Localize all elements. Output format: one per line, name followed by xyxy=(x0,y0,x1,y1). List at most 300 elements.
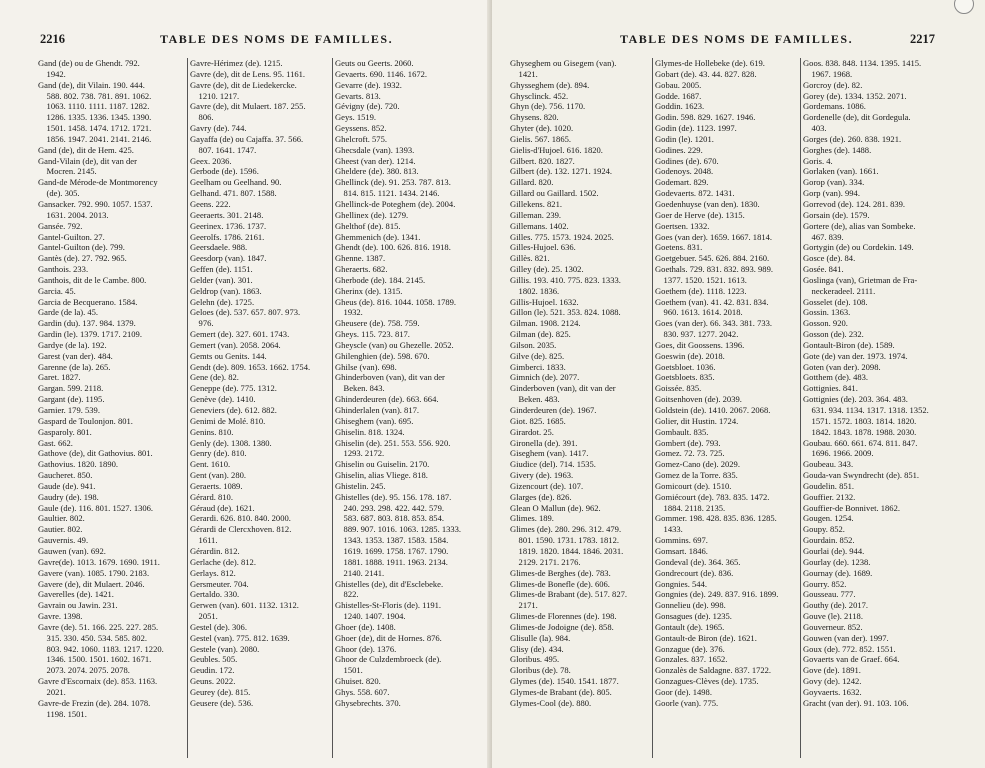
index-entry-line: Goubau. 660. 661. 674. 811. 847. xyxy=(803,437,918,448)
index-entry-line: Gorop (van). 334. xyxy=(803,177,865,188)
index-entry-line: Godevaerts. 872. 1431. xyxy=(655,188,735,199)
index-entry-line: Gizencourt (de). 107. xyxy=(510,480,584,491)
index-entry-line: 1967. 1968. xyxy=(803,68,853,79)
index-entry-line: Gousseau. 777. xyxy=(803,589,856,600)
index-entry-line: Glymes-de Hollebeke (de). 619. xyxy=(655,58,765,68)
index-entry-line: Geudin. 172. xyxy=(190,665,235,676)
index-entry-line: Ghilse (van). 698. xyxy=(335,361,397,372)
index-entry-line: Gestel (de). 306. xyxy=(190,621,247,632)
index-entry-line: Gemert (van). 2058. 2064. xyxy=(190,339,281,350)
left-running-head-wrap xyxy=(160,32,393,47)
index-entry-line: 2171. xyxy=(510,600,538,611)
index-entry-line: 403. xyxy=(803,123,827,134)
index-entry-line: Gene (de). 82. xyxy=(190,372,239,383)
index-entry-line: Gardin (le). 1379. 1717. 2109. xyxy=(38,329,142,340)
index-entry-line: Garcia de Becquerano. 1584. xyxy=(38,296,138,307)
index-entry-line: 1819. 1820. 1844. 1846. 2031. xyxy=(510,545,624,556)
index-entry-line: Goeswin (de). 2018. xyxy=(655,350,725,361)
index-entry-line: Gerlache (de). 812. xyxy=(190,556,256,567)
index-entry-line: 1377. 1520. 1521. 1613. xyxy=(655,274,747,285)
index-entry-line: Ganthois, dit de le Cambe. 800. xyxy=(38,274,147,285)
index-entry-line: Giseghem (van). 1417. xyxy=(510,448,589,459)
index-entry-line: Gayaffa (de) ou Cajaffa. 37. 566. xyxy=(190,133,304,144)
index-entry-line: Ghenne. 1387. xyxy=(335,253,386,264)
index-entry-line: Gemert (de). 327. 601. 1743. xyxy=(190,329,290,340)
index-entry-line: Gouthy (de). 2017. xyxy=(803,600,869,611)
right-page xyxy=(492,0,985,768)
index-entry-line: 1611. xyxy=(190,535,218,546)
index-entry-line: Ghiselin ou Guiselin. 2170. xyxy=(335,459,430,470)
index-entry-line: Gavre-Hérimez (de). 1215. xyxy=(190,58,283,68)
index-entry-line: Gordenelle (de), dit Gordegula. xyxy=(803,112,911,123)
index-entry-line: (de). 305. xyxy=(38,188,80,199)
index-entry-line: Gilson. 2035. xyxy=(510,339,557,350)
index-entry-line: Genry (de). 810. xyxy=(190,448,247,459)
index-entry-line: Ghistelin. 245. xyxy=(335,480,386,491)
index-entry-line: Goertsen. 1332. xyxy=(655,220,710,231)
index-entry-line: Geys. 1519. xyxy=(335,112,377,123)
index-entry-line: Gherinx (de). 1315. xyxy=(335,285,403,296)
index-entry-line: Gottignies (de). 203. 364. 483. xyxy=(803,394,908,405)
index-entry-line: Goslinga (van), Grietman de Fra- xyxy=(803,274,918,285)
index-entry-line: Garest (van der). 484. xyxy=(38,350,113,361)
index-entry-line: Garenne (de la). 265. xyxy=(38,361,111,372)
index-entry-line: Govy (de). 1242. xyxy=(803,676,862,687)
index-entry-line: Ganthois. 233. xyxy=(38,264,89,275)
index-entry-line: Gouffier. 2132. xyxy=(803,491,856,502)
index-entry-line: Ghistelles (de). 95. 156. 178. 187. xyxy=(335,491,452,502)
index-entry-line: Gaverelles (de). 1421. xyxy=(38,589,114,600)
index-entry-line: Gérardi de Clercxhoven. 812. xyxy=(190,524,292,535)
index-entry-line: Geuns. 2022. xyxy=(190,676,236,687)
index-entry-line: Gillard. 820. xyxy=(510,177,554,188)
index-entry-line: Gilles. 775. 1573. 1924. 2025. xyxy=(510,231,614,242)
index-entry-line: Gerlays. 812. xyxy=(190,567,236,578)
index-entry-line: Garnier. 179. 539. xyxy=(38,405,100,415)
index-entry-line: Gouffier-de Bonnivet. 1862. xyxy=(803,502,900,513)
index-entry-line: Géraud (de). 1621. xyxy=(190,502,255,513)
index-entry-line: 588. 802. 738. 781. 891. 1062. xyxy=(38,90,152,101)
index-entry-line: Gourlay (de). 1238. xyxy=(803,556,871,567)
index-entry-line: Gargan. 599. 2118. xyxy=(38,383,104,394)
left-column-2 xyxy=(190,58,330,709)
index-entry-line: 1881. 1888. 1911. 1963. 2134. xyxy=(335,556,448,567)
index-entry-line: Gomsart. 1846. xyxy=(655,545,708,556)
index-entry-line: Ghoer (de), dit de Hornes. 876. xyxy=(335,632,442,643)
index-entry-line: 1293. 2172. xyxy=(335,448,385,459)
index-entry-line: Gauwen (van). 692. xyxy=(38,545,106,556)
index-entry-line: Gaudry (de). 198. xyxy=(38,491,99,502)
left-running-head: TABLE DES NOMS DE FAMILLES. xyxy=(160,32,394,46)
index-entry-line: Geubles. 505. xyxy=(190,654,238,665)
index-entry-line: Genève (de). 1410. xyxy=(190,394,256,405)
index-entry-line: Geerolfs. 1786. 2161. xyxy=(190,231,265,242)
index-entry-line: Gillès. 821. xyxy=(510,253,550,264)
index-entry-line: Gand (de), dit de Hem. 425. xyxy=(38,144,134,155)
index-entry-line: 583. 687. 803. 818. 853. 854. xyxy=(335,513,444,524)
index-entry-line: Gorcroy (de). 82. xyxy=(803,79,863,90)
index-entry-line: 801. 1590. 1731. 1783. 1812. xyxy=(510,535,619,546)
index-entry-line: Ghysebrechts. 370. xyxy=(335,697,401,708)
index-entry-line: Goes (van der). 1659. 1667. 1814. xyxy=(655,231,773,242)
index-entry-line: Geyssens. 852. xyxy=(335,123,387,134)
index-entry-line: Godines (de). 670. xyxy=(655,155,719,166)
index-entry-line: Gossin. 1363. xyxy=(803,307,851,318)
index-entry-line: 631. 934. 1134. 1317. 1318. 1352. xyxy=(803,405,929,415)
index-entry-line: Gaucheret. 850. xyxy=(38,470,93,481)
index-entry-line: Gilleman. 239. xyxy=(510,209,562,220)
index-entry-line: Gouve (le). 2118. xyxy=(803,611,863,622)
index-entry-line: Gournay (de). 1689. xyxy=(803,567,873,578)
index-entry-line: 1198. 1501. xyxy=(38,708,87,719)
index-entry-line: Gougen. 1254. xyxy=(803,513,854,524)
index-entry-line: Gansée. 792. xyxy=(38,220,83,231)
index-entry-line: Goethem (van). 41. 42. 831. 834. xyxy=(655,296,769,307)
index-entry-line: Gevaerts. 690. 1146. 1672. xyxy=(335,68,428,79)
index-entry-line: Glisulle (la). 984. xyxy=(510,632,571,643)
index-entry-line: Goes, dit Goossens. 1396. xyxy=(655,339,745,350)
index-entry-line: 1063. 1110. 1111. 1187. 1282. xyxy=(38,101,150,112)
index-entry-line: Gevarts. 813. xyxy=(335,90,381,101)
index-entry-line: Gosce (de). 84. xyxy=(803,253,856,264)
index-entry-line: Godin (le). 1201. xyxy=(655,133,714,144)
left-page-number: 2216 xyxy=(40,32,65,46)
index-entry-line: Ghyseghem ou Gisegem (van). xyxy=(510,58,617,68)
index-entry-line: Goux (de). 772. 852. 1551. xyxy=(803,643,896,654)
index-entry-line: 1856. 1947. 2041. 2141. 2146. xyxy=(38,133,152,144)
index-entry-line: Gove (de). 1891. xyxy=(803,665,861,676)
index-entry-line: Ghellinex (de). 1279. xyxy=(335,209,409,220)
index-entry-line: Gilman. 1908. 2124. xyxy=(510,318,581,329)
index-entry-line: Ghiselin, alias Vliege. 818. xyxy=(335,470,428,481)
index-entry-line: Gathovius. 1820. 1890. xyxy=(38,459,119,470)
index-entry-line: Gardye (de la). 192. xyxy=(38,339,107,350)
index-entry-line: Glimes-de Florennes (de). 198. xyxy=(510,611,617,622)
index-entry-line: Gomez de la Torre. 835. xyxy=(655,470,738,481)
index-entry-line: Gilve (de). 825. xyxy=(510,350,565,361)
index-entry-line: Gourdain. 852. xyxy=(803,535,855,546)
scan-corner-mark xyxy=(954,0,974,14)
index-entry-line: 1433. xyxy=(655,524,683,535)
index-entry-line: Geneviers (de). 612. 882. xyxy=(190,405,277,415)
index-entry-line: 1346. 1500. 1501. 1602. 1671. xyxy=(38,654,152,665)
index-entry-line: Geuts ou Geerts. 2060. xyxy=(335,58,414,68)
index-entry-line: Godin (de). 1123. 1997. xyxy=(655,123,737,134)
index-entry-line: Gontault (de). 1965. xyxy=(655,621,725,632)
right-column-3 xyxy=(803,58,963,709)
index-entry-line: 1421. xyxy=(510,68,538,79)
index-entry-line: Gaude (de). 941. xyxy=(38,480,96,491)
index-entry-line: Goetgebuer. 545. 626. 884. 2160. xyxy=(655,253,770,264)
index-entry-line: 467. 839. xyxy=(803,231,844,242)
index-entry-line: Gloribus. 495. xyxy=(510,654,560,665)
column-divider xyxy=(187,58,188,758)
index-entry-line: Gheus (de). 816. 1044. 1058. 1789. xyxy=(335,296,457,307)
index-entry-line: Gillard ou Gaillard. 1502. xyxy=(510,188,599,199)
index-entry-line: Ghilenghien (de). 598. 670. xyxy=(335,350,430,361)
index-entry-line: Geerinex. 1736. 1737. xyxy=(190,220,267,231)
index-entry-line: Gommer. 198. 428. 835. 836. 1285. xyxy=(655,513,777,524)
index-entry-line: Gondeval (de). 364. 365. xyxy=(655,556,741,567)
index-entry-line: Gillemans. 1402. xyxy=(510,220,569,231)
index-entry-line: Gorlaken (van). 1661. xyxy=(803,166,879,177)
index-entry-line: Gonzagues-Clèves (de). 1735. xyxy=(655,676,759,687)
index-entry-line: Glymes-Cool (de). 880. xyxy=(510,697,592,708)
index-entry-line: Ghiselin (de). 251. 553. 556. 920. xyxy=(335,437,451,448)
index-entry-line: Gombert (de). 793. xyxy=(655,437,721,448)
index-entry-line: Ghiselin. 818. 1324. xyxy=(335,426,405,437)
index-entry-line: Gilles-Hujoel. 636. xyxy=(510,242,576,253)
index-entry-line: 806. xyxy=(190,112,214,123)
index-entry-line: Godin. 598. 829. 1627. 1946. xyxy=(655,112,756,123)
index-entry-line: Gillis. 193. 410. 775. 823. 1333. xyxy=(510,274,621,285)
index-entry-line: Goetsbloet. 1036. xyxy=(655,361,716,372)
index-entry-line: Gavere (van). 1085. 1790. 2183. xyxy=(38,567,150,578)
index-entry-line: Goer de Herve (de). 1315. xyxy=(655,209,745,220)
index-entry-line: Goes (van der). 66. 343. 381. 733. xyxy=(655,318,773,329)
index-entry-line: Gosselet (de). 108. xyxy=(803,296,868,307)
index-entry-line: Glimes-de Jodoigne (de). 858. xyxy=(510,621,614,632)
index-entry-line: Gerbode (de). 1596. xyxy=(190,166,259,177)
index-entry-line: Ghinderlalen (van). 817. xyxy=(335,405,420,415)
index-entry-line: Goris. 4. xyxy=(803,155,833,166)
index-entry-line: 1942. xyxy=(38,68,66,79)
index-entry-line: Ghyter (de). 1020. xyxy=(510,123,574,134)
index-entry-line: Beken. 843. xyxy=(335,383,385,394)
left-column-3 xyxy=(335,58,483,709)
index-entry-line: Gomiécourt (de). 783. 835. 1472. xyxy=(655,491,770,502)
index-entry-line: 2129. 2171. 2176. xyxy=(510,556,581,567)
index-entry-line: Goorle (van). 775. xyxy=(655,697,719,708)
index-entry-line: Gomicourt (de). 1510. xyxy=(655,480,732,491)
index-entry-line: Gérardin. 812. xyxy=(190,545,240,556)
index-entry-line: Girardot. 25. xyxy=(510,426,554,437)
index-entry-line: Gertaldo. 330. xyxy=(190,589,240,600)
index-entry-line: Garde (de la). 45. xyxy=(38,307,99,318)
index-entry-line: Geesdorp (van). 1847. xyxy=(190,253,267,264)
index-entry-line: Gordemans. 1086. xyxy=(803,101,866,112)
index-entry-line: Gilbert (de). 132. 1271. 1924. xyxy=(510,166,613,177)
index-entry-line: Glimes (de). 280. 296. 312. 479. xyxy=(510,524,622,535)
index-entry-line: Gonzague (de). 376. xyxy=(655,643,725,654)
index-entry-line: Gérard. 810. xyxy=(190,491,233,502)
index-entry-line: Gand (de), dit Vilain. 190. 444. xyxy=(38,79,145,90)
index-entry-line: Gote (de) van der. 1973. 1974. xyxy=(803,350,908,361)
index-entry-line: Gorsain (de). 1579. xyxy=(803,209,870,220)
index-entry-line: Gontault-de Biron (de). 1621. xyxy=(655,632,757,643)
index-entry-line: Ghysclinck. 452. xyxy=(510,90,569,101)
right-running-head: TABLE DES NOMS DE FAMILLES. xyxy=(620,32,854,46)
index-entry-line: Gerwen (van). 601. 1132. 1312. xyxy=(190,600,299,611)
index-entry-line: 1343. 1353. 1387. 1583. 1584. xyxy=(335,535,449,546)
index-entry-line: 889. 907. 1016. 1063. 1285. 1333. xyxy=(335,524,462,535)
index-entry-line: Gorp (van). 994. xyxy=(803,188,860,199)
index-entry-line: Garet. 1827. xyxy=(38,372,81,383)
index-entry-line: Gersmeuter. 704. xyxy=(190,578,249,589)
index-entry-line: Gantel-Guilton (de). 799. xyxy=(38,242,125,253)
index-entry-line: Gavre-de Frezin (de). 284. 1078. xyxy=(38,697,151,708)
index-entry-line: Giot. 825. 1685. xyxy=(510,415,566,426)
index-entry-line: 960. 1613. 1614. 2018. xyxy=(655,307,743,318)
index-entry-line: Ghellinck-de Poteghem (de). 2004. xyxy=(335,198,456,209)
index-entry-line: Gillon (le). 521. 353. 824. 1088. xyxy=(510,307,621,318)
index-entry-line: 807. 1641. 1747. xyxy=(190,144,257,155)
index-entry-line: Ghistelles-St-Floris (de). 1191. xyxy=(335,600,442,611)
index-entry-line: Gosson (de). 232. xyxy=(803,329,864,340)
index-entry-line: Genins. 810. xyxy=(190,426,234,437)
index-entry-line: Glimes-de Brabant (de). 517. 827. xyxy=(510,589,628,600)
index-entry-line: Gortygin (de) ou Cordekin. 149. xyxy=(803,242,914,253)
index-entry-line: Gavre (de). 51. 166. 225. 227. 285. xyxy=(38,621,159,632)
index-entry-line: Gorey (de). 1334. 1352. 2071. xyxy=(803,90,907,101)
column-divider xyxy=(332,58,333,758)
index-entry-line: Gherbode (de). 184. 2145. xyxy=(335,274,426,285)
index-entry-line: Gloribus (de). 78. xyxy=(510,665,571,676)
index-entry-line: Geffen (de). 1151. xyxy=(190,264,253,275)
index-entry-line: Gelhand. 471. 807. 1588. xyxy=(190,188,277,199)
index-entry-line: Ghellinck (de). 91. 253. 787. 813. xyxy=(335,177,451,188)
index-entry-line: Geloes (de). 537. 657. 807. 973. xyxy=(190,307,301,318)
index-entry-line: Gavrain ou Jawin. 231. xyxy=(38,600,118,611)
index-entry-line: Gongnies. 544. xyxy=(655,578,707,589)
index-entry-line: Ginderdeuren (de). 1967. xyxy=(510,405,597,415)
index-entry-line: Ghys. 558. 607. xyxy=(335,686,390,697)
index-entry-line: Gomez-Cano (de). 2029. xyxy=(655,459,740,470)
index-entry-line: 803. 942. 1060. 1183. 1217. 1220. xyxy=(38,643,164,654)
index-entry-line: Gasparoly. 801. xyxy=(38,426,92,437)
index-entry-line: 822. xyxy=(335,589,359,600)
index-entry-line: 2140. 2141. xyxy=(335,567,385,578)
index-entry-line: Gottignies. 841. xyxy=(803,383,858,394)
index-entry-line: Golier, dit Hustin. 1724. xyxy=(655,415,739,426)
index-entry-line: Ghyn (de). 756. 1170. xyxy=(510,101,586,112)
column-divider xyxy=(652,58,653,758)
index-entry-line: Goddin. 1623. xyxy=(655,101,705,112)
index-entry-line: Gonnelieu (de). 998. xyxy=(655,600,726,611)
index-entry-line: Goten (van der). 2098. xyxy=(803,361,881,372)
index-entry-line: Gorges (de). 260. 838. 1921. xyxy=(803,133,902,144)
index-entry-line: Gilbert. 820. 1827. xyxy=(510,155,575,166)
index-entry-line: 1571. 1572. 1803. 1814. 1820. xyxy=(803,415,917,426)
index-entry-line: 2051. xyxy=(190,611,218,622)
index-entry-line: Gauvernis. 49. xyxy=(38,535,89,546)
index-entry-line: Gavre (de), dit Mulaert. 187. 255. xyxy=(190,101,306,112)
index-entry-line: Gonzales. 837. 1652. xyxy=(655,654,728,665)
index-entry-line: Glymes-de Brabant (de). 805. xyxy=(510,686,612,697)
index-entry-line: 1631. 2004. 2013. xyxy=(38,209,109,220)
index-entry-line: Ghemmenich (de). 1341. xyxy=(335,231,421,242)
index-entry-line: Gielis. 567. 1865. xyxy=(510,133,572,144)
index-entry-line: Gimnich (de). 2077. xyxy=(510,372,580,383)
index-entry-line: Beken. 483. xyxy=(510,394,560,405)
index-entry-line: 814. 815. 1121. 1434. 2146. xyxy=(335,188,440,199)
index-entry-line: Gévigny (de). 720. xyxy=(335,101,400,112)
index-entry-line: 1501. 1458. 1474. 1712. 1721. xyxy=(38,123,152,134)
right-column-2 xyxy=(655,58,798,709)
index-entry-line: Gavre. 1398. xyxy=(38,611,83,622)
index-entry-line: Glimes-de Bonefle (de). 606. xyxy=(510,578,610,589)
index-entry-line: Ghoor (de). 1376. xyxy=(335,643,397,654)
left-column-1 xyxy=(38,58,185,719)
index-entry-line: Gand (de) ou de Ghendt. 792. xyxy=(38,58,140,68)
index-entry-line: Gavre (de), dit de Lens. 95. 1161. xyxy=(190,68,306,79)
index-entry-line: Gonsagues (de). 1235. xyxy=(655,611,732,622)
index-entry-line: Gaule (de). 116. 801. 1527. 1306. xyxy=(38,502,154,513)
index-entry-line: Ginderboven (van), dit van der xyxy=(510,383,616,394)
index-entry-line: Gent. 1610. xyxy=(190,459,231,470)
index-entry-line: Geelham ou Geelhand. 90. xyxy=(190,177,282,188)
index-entry-line: Gombault. 835. xyxy=(655,426,709,437)
index-entry-line: Godemart. 829. xyxy=(655,177,709,188)
index-entry-line: Gotthem (de). 483. xyxy=(803,372,869,383)
index-entry-line: Mocren. 2145. xyxy=(38,166,97,177)
index-entry-line: Gillis-Hujoel. 1632. xyxy=(510,296,579,307)
index-entry-line: Gorghes (de). 1488. xyxy=(803,144,872,155)
index-entry-line: Gent (van). 280. xyxy=(190,470,247,481)
index-entry-line: Ghinderboven (van), dit van der xyxy=(335,372,445,383)
index-entry-line: Geens. 222. xyxy=(190,198,231,209)
index-entry-line: Geraerts. 1089. xyxy=(190,480,243,491)
index-entry-line: Geneppe (de). 775. 1312. xyxy=(190,383,277,394)
index-entry-line: Gheraerts. 682. xyxy=(335,264,388,275)
index-entry-line: Gantès (de). 27. 792. 965. xyxy=(38,253,127,264)
index-entry-line: Gortere (de), alias van Sombeke. xyxy=(803,220,916,231)
index-entry-line: Genimi de Molé. 810. xyxy=(190,415,266,426)
index-entry-line: Gardin (du). 137. 984. 1379. xyxy=(38,318,136,329)
index-entry-line: Gomez. 72. 73. 725. xyxy=(655,448,725,459)
right-page-header xyxy=(910,32,935,47)
index-entry-line: Goissée. 835. xyxy=(655,383,702,394)
index-entry-line: Ghysseghem (de). 894. xyxy=(510,79,590,90)
index-entry-line: 1286. 1335. 1336. 1345. 1390. xyxy=(38,112,152,123)
index-entry-line: 2073. 2074. 2075. 2078. xyxy=(38,665,130,676)
index-entry-line: Gouwen (van der). 1997. xyxy=(803,632,889,643)
index-entry-line: Gilley (de). 25. 1302. xyxy=(510,264,584,275)
index-entry-line: Gansacker. 792. 990. 1057. 1537. xyxy=(38,198,153,209)
index-entry-line: Gironella (de). 391. xyxy=(510,437,578,448)
index-entry-line: Gontault-Biron (de). 1589. xyxy=(803,339,895,350)
index-entry-line: Ghinderdeuren (de). 663. 664. xyxy=(335,394,439,405)
index-entry-line: Govaerts van de Graef. 664. xyxy=(803,654,900,665)
index-entry-line: 2021. xyxy=(38,686,66,697)
index-entry-line: Ghendt (de). 100. 626. 816. 1918. xyxy=(335,242,451,253)
index-entry-line: Geurey (de). 815. xyxy=(190,686,251,697)
index-entry-line: Gestel (van). 775. 812. 1639. xyxy=(190,632,290,643)
index-entry-line: Ghistelles (de), dit d'Esclebeke. xyxy=(335,578,444,589)
index-entry-line: Gimberci. 1833. xyxy=(510,361,566,372)
index-entry-line: Gathove (de), dit Gathovius. 801. xyxy=(38,448,153,459)
index-entry-line: Geusere (de). 536. xyxy=(190,697,254,708)
index-entry-line: Ghelthof (de). 815. xyxy=(335,220,401,231)
index-entry-line: 1932. xyxy=(335,307,363,318)
index-entry-line: Ghecsdale (van). 1393. xyxy=(335,144,415,155)
index-entry-line: Godenoys. 2048. xyxy=(655,166,714,177)
index-entry-line: Geersdaele. 988. xyxy=(190,242,248,253)
index-entry-line: 1696. 1966. 2009. xyxy=(803,448,874,459)
index-entry-line: 1501. xyxy=(335,665,363,676)
index-entry-line: Goethem (de). 1118. 1223. xyxy=(655,285,747,296)
index-entry-line: Ghelcroft. 575. xyxy=(335,133,387,144)
right-page-number: 2217 xyxy=(910,32,935,46)
index-entry-line: Goor (de). 1498. xyxy=(655,686,712,697)
index-entry-line: Gaspard de Toulonjon. 801. xyxy=(38,415,133,426)
index-entry-line: Giudice (del). 714. 1535. xyxy=(510,459,596,470)
index-entry-line: Gendt (de). 809. 1653. 1662. 1754. xyxy=(190,361,311,372)
index-entry-line: Gracht (van der). 91. 103. 106. xyxy=(803,697,909,708)
index-entry-line: Gosée. 841. xyxy=(803,264,844,275)
index-entry-line: Gondrecourt (de). 836. xyxy=(655,567,734,578)
index-entry-line: 1884. 2118. 2135. xyxy=(655,502,726,513)
